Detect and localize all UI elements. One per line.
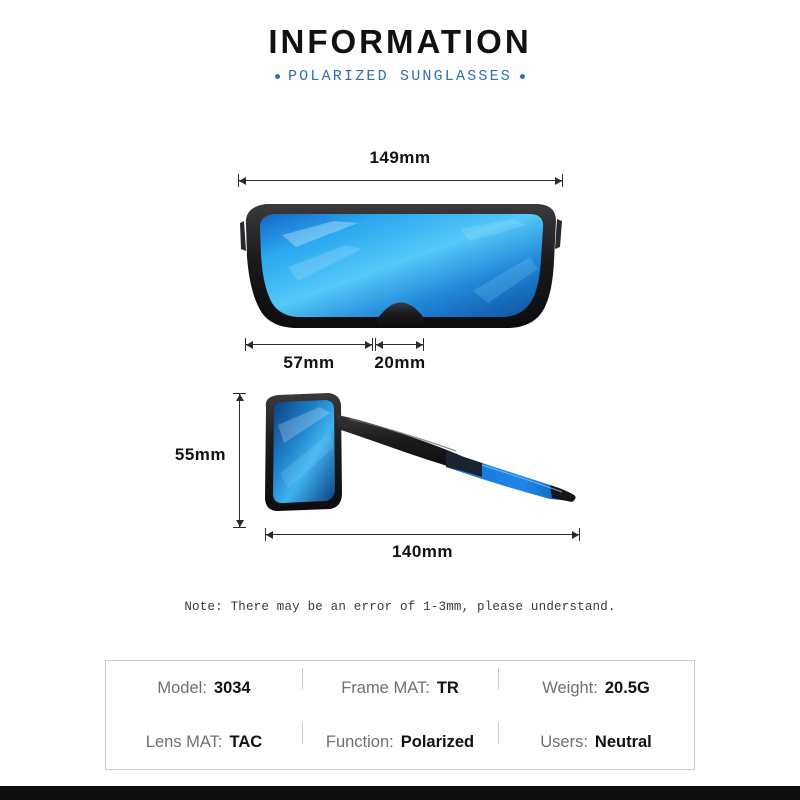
subtitle-row [0,68,800,85]
spec-cell-frame-mat [302,679,498,698]
spec-cell-model [106,679,302,698]
spec-cell-users [498,733,694,752]
spec-key: Model: [157,678,207,697]
spec-key: Frame MAT: [341,678,430,697]
spec-key: Lens MAT: [145,732,223,751]
dimension-label-front-width: 149mm [369,148,431,167]
spec-key: Users: [540,732,588,751]
sunglasses-side-image [250,385,590,525]
dimension-label-lens-height: 55mm [174,445,226,464]
front-view-block [0,148,800,378]
dimension-label-temple-length: 140mm [391,542,454,561]
dot-icon [275,74,280,79]
spec-cell-weight [498,679,694,698]
spec-value: Neutral [594,732,652,751]
side-view-block [0,385,800,565]
spec-value: TR [436,678,459,697]
sunglasses-front-image [238,195,564,335]
dimension-label-bridge-width: 20mm [374,353,426,372]
dimension-ruler-lens-width [245,338,373,350]
page-subtitle: POLARIZED SUNGLASSES [287,68,513,85]
header [0,22,800,85]
spec-key: Function: [325,732,394,751]
spec-row [106,715,694,769]
dimension-ruler-bridge-width [375,338,424,350]
spec-value: 3034 [213,678,251,697]
spec-value: 20.5G [604,678,650,697]
dimension-ruler-front-width [238,174,563,186]
page-title: INFORMATION [268,23,532,60]
spec-value: TAC [229,732,263,751]
dot-icon [520,74,525,79]
spec-cell-lens-mat [106,733,302,752]
spec-table [105,660,695,770]
spec-value: Polarized [400,732,475,751]
spec-key: Weight: [542,678,598,697]
dimension-ruler-temple-length [265,528,580,540]
spec-cell-function [302,733,498,752]
spec-row [106,661,694,715]
dimension-label-lens-width: 57mm [283,353,335,372]
measurement-note: Note: There may be an error of 1-3mm, please understand. [184,600,616,614]
dimension-ruler-lens-height [233,393,245,528]
bottom-bar [0,786,800,800]
